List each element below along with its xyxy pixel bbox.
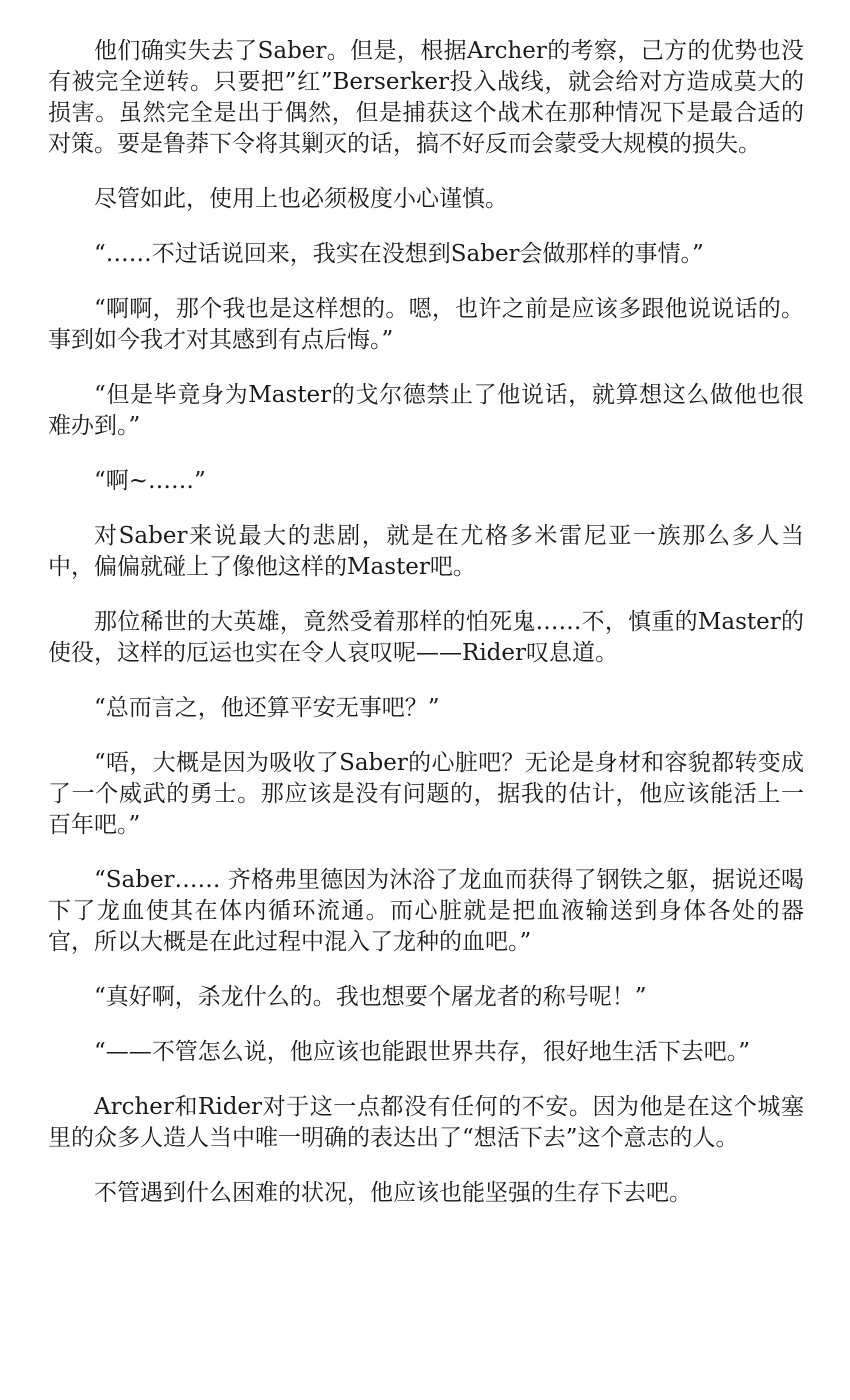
paragraph: “——不管怎么说，他应该也能跟世界共存，很好地生活下去吧。” bbox=[94, 1039, 751, 1065]
paragraph: “但是毕竟身为Master的戈尔德禁止了他说话，就算想这么做他也很难办到。” bbox=[48, 382, 804, 439]
paragraph: 尽管如此，使用上也必须极度小心谨慎。 bbox=[94, 186, 508, 212]
paragraph: “啊啊，那个我也是这样想的。嗯，也许之前是应该多跟他说说话的。事到如今我才对其感到有点后悔。” bbox=[48, 296, 804, 353]
paragraph: “啊~……” bbox=[94, 468, 206, 494]
paragraph: “总而言之，他还算平安无事吧？” bbox=[94, 695, 440, 721]
paragraph: “……不过话说回来，我实在没想到Saber会做那样的事情。” bbox=[94, 241, 704, 267]
paragraph: 对Saber来说最大的悲剧，就是在尤格多米雷尼亚一族那么多人当中，偏偏就碰上了像他这样的Master吧。 bbox=[48, 523, 804, 580]
paragraph: 不管遇到什么困难的状况，他应该也能坚强的生存下去吧。 bbox=[94, 1180, 692, 1206]
paragraph: “Saber…… 齐格弗里德因为沐浴了龙血而获得了钢铁之躯，据说还喝下了龙血使其在体内循环流通。而心脏就是把血液输送到身体各处的器官，所以大概是在此过程中混入了龙种的血吧。” bbox=[48, 867, 804, 955]
paragraph: 他们确实失去了Saber。但是，根据Archer的考察，己方的优势也没有被完全逆转。只要把”红”Berserker投入战线，就会给对方造成莫大的损害。虽然完全是出于偶然，但是捕获这个战术在那种情况下是最合适的对策。要是鲁莽下令将其剿灭的话，搞不好反而会蒙受大规模的损失。 bbox=[48, 38, 804, 157]
paragraph: “唔，大概是因为吸收了Saber的心脏吧？无论是身材和容貌都转变成了一个威武的勇士。那应该是没有问题的，据我的估计，他应该能活上一百年吧。” bbox=[48, 750, 804, 838]
paragraph: “真好啊，杀龙什么的。我也想要个屠龙者的称号呢！” bbox=[94, 984, 647, 1010]
paragraph: 那位稀世的大英雄，竟然受着那样的怕死鬼……不，慎重的Master的使役，这样的厄运也实在令人哀叹呢——Rider叹息道。 bbox=[48, 609, 804, 666]
paragraph: Archer和Rider对于这一点都没有任何的不安。因为他是在这个城塞里的众多人造人当中唯一明确的表达出了“想活下去”这个意志的人。 bbox=[48, 1094, 804, 1151]
